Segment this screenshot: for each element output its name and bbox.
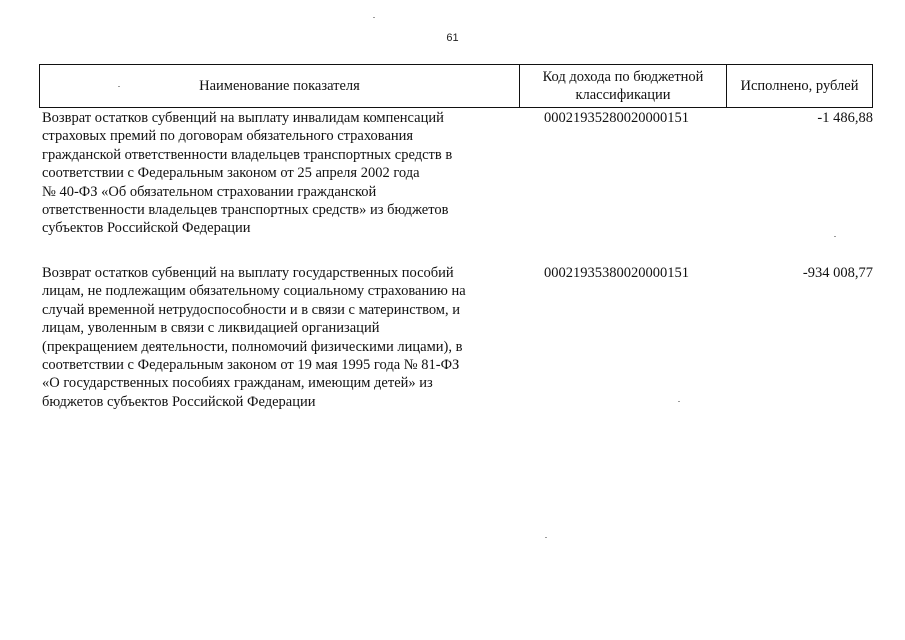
row-executed: -934 008,77 (802, 265, 873, 281)
row-name-line: субъектов Российской Федерации (42, 220, 251, 237)
page-number: 61 (446, 32, 459, 44)
row-name-line: Возврат остатков субвенций на выплату инвалидам компенсаций (42, 110, 444, 126)
row-name (42, 109, 512, 238)
row-name-line: № 40-ФЗ «Об обязательном страховании гражданской (42, 183, 377, 200)
row-name-line: бюджетов субъектов Российской Федерации (42, 393, 316, 410)
row-name-line: ответственности владельцев транспортных средств» из бюджетов (42, 202, 449, 219)
row-name-line: Возврат остатков субвенций на выплату государственных пособий (42, 265, 454, 281)
row-name-line: лицам, не подлежащим обязательному социальному страхованию на (42, 283, 466, 300)
row-name-line: гражданской ответственности владельцев транспортных средств в (42, 146, 453, 163)
row-name-line: лицам, уволенным в связи с ликвидацией организаций (42, 320, 380, 337)
scan-speck (834, 236, 836, 237)
scan-speck (118, 86, 120, 87)
header-code: Код дохода по бюджетной классификации (520, 65, 727, 107)
row-name (42, 264, 512, 411)
row-executed: -1 486,88 (817, 110, 873, 126)
scan-speck (678, 401, 680, 402)
row-name-line: случай временной нетрудоспособности и в связи с материнством, и (42, 301, 460, 318)
row-name-line: соответствии с Федеральным законом от 25 апреля 2002 года (42, 165, 420, 182)
row-name-line: страховых премий по договорам обязательного страхования (42, 128, 414, 145)
scan-speck (373, 17, 375, 18)
row-name-line: (прекращением деятельности, полномочий физическими лицами), в (42, 338, 463, 355)
header-name: Наименование показателя (40, 65, 520, 107)
row-code: 00021935380020000151 (544, 265, 689, 281)
scan-speck (545, 537, 547, 538)
row-code: 00021935280020000151 (544, 110, 689, 126)
row-name-line: «О государственных пособиях гражданам, имеющим детей» из (42, 375, 433, 392)
table-header (39, 64, 873, 108)
row-name-line: соответствии с Федеральным законом от 19 мая 1995 года № 81-ФЗ (42, 357, 460, 374)
header-executed: Исполнено, рублей (740, 78, 859, 94)
